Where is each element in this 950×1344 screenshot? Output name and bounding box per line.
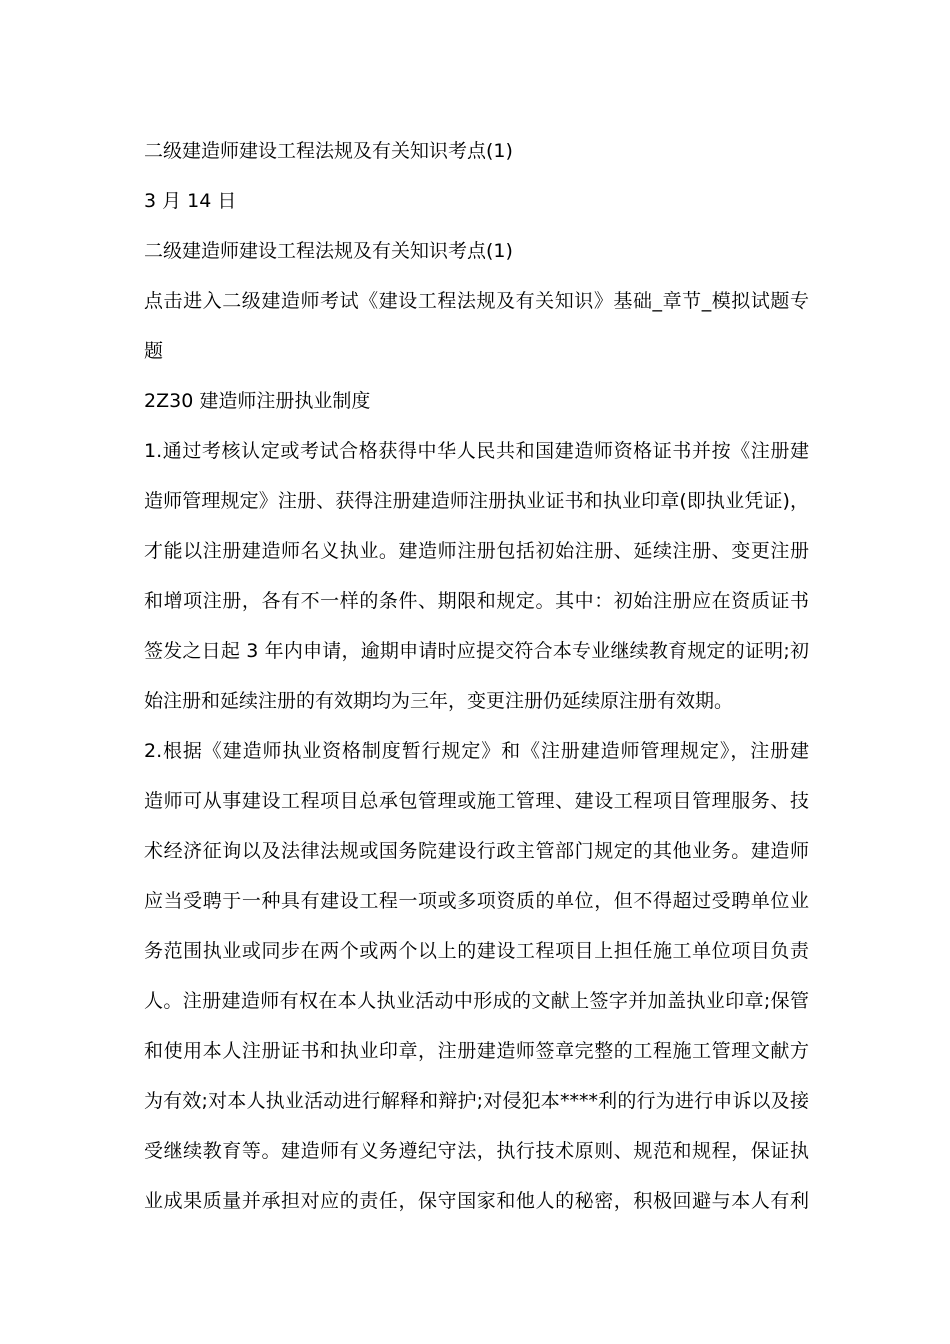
paragraph-line: 应当受聘于一种具有建设工程一项或多项资质的单位，但不得超过受聘单位业 <box>144 890 809 912</box>
paragraph-line: 人。注册建造师有权在本人执业活动中形成的文献上签字并加盖执业印章;保管 <box>144 990 809 1012</box>
paragraph-line: 题 <box>144 340 164 362</box>
paragraph-2 <box>144 726 809 1226</box>
paragraph-1 <box>144 426 809 726</box>
intro-paragraph <box>144 276 809 376</box>
document-page <box>144 126 809 1226</box>
paragraph-line: 造师管理规定》注册、获得注册建造师注册执业证书和执业印章(即执业凭证)， <box>144 490 809 512</box>
paragraph-line: 签发之日起 3 年内申请，逾期申请时应提交符合本专业继续教育规定的证明;初 <box>144 640 809 662</box>
document-date: 3 月 14 日 <box>144 190 237 212</box>
paragraph-line: 术经济征询以及法律法规或国务院建设行政主管部门规定的其他业务。建造师 <box>144 840 809 862</box>
paragraph-line: 业成果质量并承担对应的责任，保守国家和他人的秘密，积极回避与本人有利 <box>144 1190 809 1212</box>
paragraph-line: 始注册和延续注册的有效期均为三年，变更注册仍延续原注册有效期。 <box>144 690 734 712</box>
paragraph-line: 1.通过考核认定或考试合格获得中华人民共和国建造师资格证书并按《注册建 <box>144 440 809 462</box>
paragraph-line: 点击进入二级建造师考试《建设工程法规及有关知识》基础_章节_模拟试题专 <box>144 290 809 312</box>
document-title: 二级建造师建设工程法规及有关知识考点(1) <box>144 140 513 162</box>
document-subtitle: 二级建造师建设工程法规及有关知识考点(1) <box>144 240 513 262</box>
section-heading: 2Z30 建造师注册执业制度 <box>144 390 371 412</box>
paragraph-line: 和增项注册，各有不一样的条件、期限和规定。其中：初始注册应在资质证书 <box>144 590 809 612</box>
paragraph-line: 和使用本人注册证书和执业印章，注册建造师签章完整的工程施工管理文献方 <box>144 1040 809 1062</box>
paragraph-line: 受继续教育等。建造师有义务遵纪守法，执行技术原则、规范和规程，保证执 <box>144 1140 809 1162</box>
paragraph-line: 2.根据《建造师执业资格制度暂行规定》和《注册建造师管理规定》，注册建 <box>144 740 809 762</box>
paragraph-line: 务范围执业或同步在两个或两个以上的建设工程项目上担任施工单位项目负责 <box>144 940 809 962</box>
paragraph-line: 造师可从事建设工程项目总承包管理或施工管理、建设工程项目管理服务、技 <box>144 790 809 812</box>
paragraph-line: 为有效;对本人执业活动进行解释和辩护;对侵犯本****利的行为进行申诉以及接 <box>144 1090 809 1112</box>
paragraph-line: 才能以注册建造师名义执业。建造师注册包括初始注册、延续注册、变更注册 <box>144 540 809 562</box>
